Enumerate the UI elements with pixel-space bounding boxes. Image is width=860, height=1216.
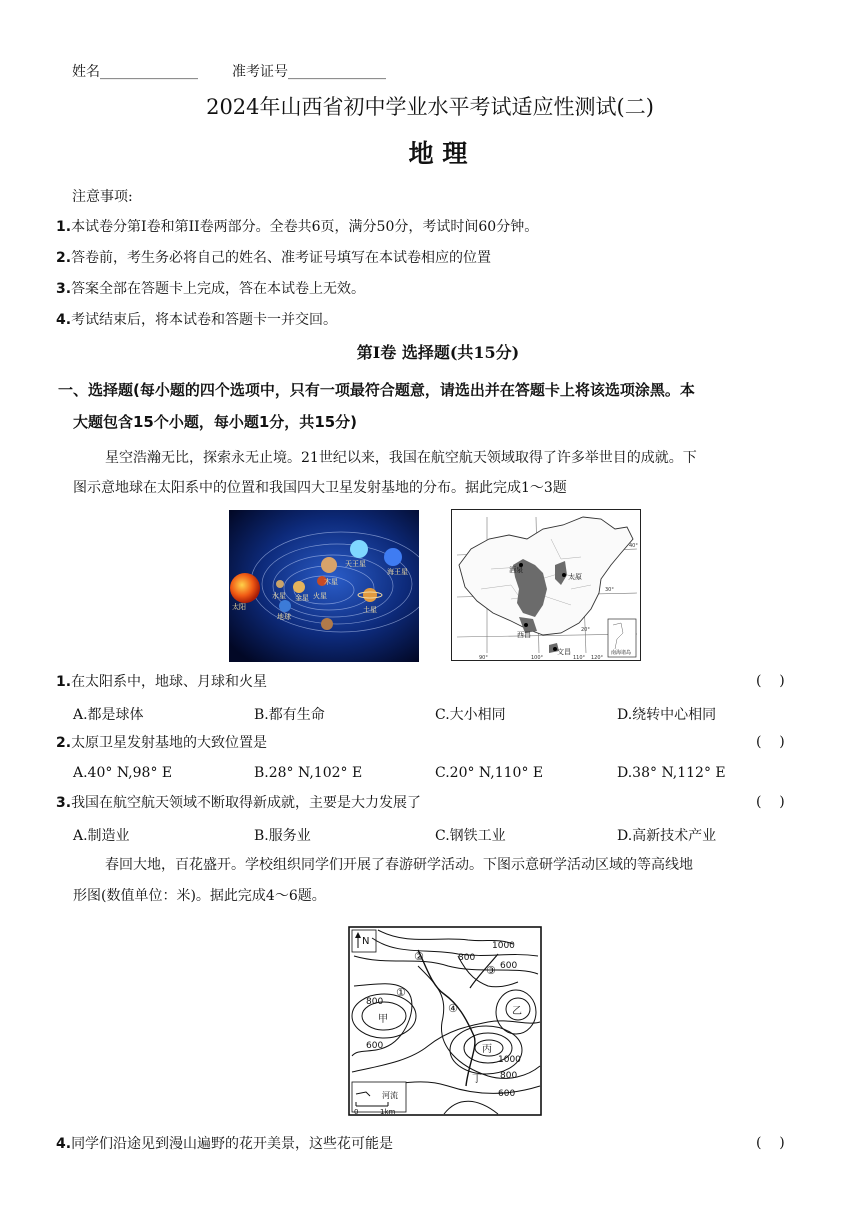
option-a: A.制造业 — [73, 828, 130, 844]
notes-heading: 注意事项: — [72, 189, 133, 205]
mars-label: 火星 — [313, 592, 327, 600]
yi-label: 乙 — [512, 1006, 522, 1017]
option-a: A.都是球体 — [73, 707, 144, 723]
sun-label: 太阳 — [232, 603, 246, 611]
option-c: C.20° N,110° E — [435, 765, 544, 781]
planet-icon — [321, 618, 333, 630]
question-2-answer-paren: ( ) — [756, 734, 785, 750]
jupiter-icon — [321, 557, 337, 573]
passage2-line2: 形图(数值单位：米)。据此完成4～6题。 — [73, 888, 326, 904]
question-3-answer-paren: ( ) — [756, 794, 785, 810]
svg-text:30°: 30° — [605, 587, 614, 593]
name-field — [72, 63, 198, 81]
name-blank: ______________ — [100, 64, 198, 80]
north-label: N — [362, 936, 370, 947]
option-c: C.钢铁工业 — [435, 828, 506, 844]
svg-text:120°: 120° — [591, 655, 604, 661]
subject-title: 地 理 — [408, 139, 468, 168]
solar-system-figure — [229, 510, 419, 662]
part1-instructions-line1: 一、选择题(每小题的四个选项中，只有一项最符合题意，请选出并在答题卡上将该选项涂黑。本 — [58, 381, 695, 399]
point-2-label: ② — [414, 950, 424, 963]
saturn-label: 土星 — [363, 606, 377, 614]
jiuquan-label: 酒泉 — [509, 566, 523, 574]
venus-icon — [293, 581, 305, 593]
exam-id-field — [232, 63, 386, 81]
option-a: A.40° N,98° E — [73, 765, 173, 781]
scale-zero-label: 0 — [354, 1108, 359, 1116]
taiyuan-label: 太原 — [568, 573, 582, 581]
scale-1km-label: 1km — [380, 1108, 396, 1116]
inset-label: 南海诸岛 — [611, 650, 632, 656]
svg-text:600: 600 — [498, 1089, 516, 1099]
saturn-icon — [363, 588, 377, 602]
bing-label: 丙 — [482, 1044, 492, 1055]
uranus-label: 天王星 — [345, 560, 366, 568]
mercury-label: 水星 — [272, 592, 286, 600]
question-1-stem: 1.在太阳系中，地球、月球和火星 — [56, 674, 268, 690]
svg-text:110°: 110° — [573, 655, 586, 661]
section-title: 第I卷 选择题(共15分) — [356, 343, 520, 362]
point-1-label: ① — [396, 986, 406, 999]
river-legend-label: 河流 — [382, 1091, 398, 1100]
exam-title: 2024年山西省初中学业水平考试适应性测试(二) — [206, 95, 654, 119]
exam-id-label: 准考证号 — [232, 64, 288, 80]
question-3-stem: 3.我国在航空航天领域不断取得新成就，主要是大力发展了 — [56, 795, 422, 811]
uranus-icon — [350, 540, 368, 558]
svg-text:1000: 1000 — [492, 941, 515, 951]
option-d: D.高新技术产业 — [617, 828, 717, 844]
question-2-stem: 2.太原卫星发射基地的大致位置是 — [56, 735, 268, 751]
neptune-icon — [384, 548, 402, 566]
sun-icon — [230, 573, 260, 603]
option-b: B.28° N,102° E — [254, 765, 363, 781]
svg-text:600: 600 — [500, 961, 518, 971]
china-launch-sites-map — [451, 509, 641, 661]
svg-text:90°: 90° — [479, 655, 488, 661]
passage1-line1: 星空浩瀚无比，探索永无止境。21世纪以来，我国在航空航天领域取得了许多举世目的成就。下 — [105, 450, 697, 466]
jia-label: 甲 — [378, 1014, 388, 1025]
option-b: B.服务业 — [254, 828, 311, 844]
svg-text:40°: 40° — [629, 543, 638, 549]
svg-text:800: 800 — [366, 997, 384, 1007]
svg-text:800: 800 — [500, 1071, 518, 1081]
earth-icon — [279, 600, 291, 612]
note-item: 3.答案全部在答题卡上完成，答在本试卷上无效。 — [56, 281, 366, 297]
question-4-stem: 4.同学们沿途见到漫山遍野的花开美景，这些花可能是 — [56, 1136, 394, 1152]
name-label: 姓名 — [72, 64, 100, 80]
xichang-label: 西昌 — [517, 631, 531, 639]
earth-label: 地球 — [277, 613, 291, 621]
point-4-label: ④ — [448, 1002, 458, 1015]
exam-id-blank: ______________ — [288, 64, 386, 80]
passage1-line2: 图示意地球在太阳系中的位置和我国四大卫星发射基地的分布。据此完成1～3题 — [73, 480, 567, 496]
contour-map — [348, 926, 542, 1116]
wenchang-label: 文昌 — [557, 648, 571, 656]
note-item: 2.答卷前，考生务必将自己的姓名、准考证号填写在本试卷相应的位置 — [56, 250, 492, 266]
note-item: 1.本试卷分第I卷和第II卷两部分。全卷共6页，满分50分，考试时间60分钟。 — [56, 219, 539, 235]
svg-text:20°: 20° — [581, 627, 590, 633]
svg-text:600: 600 — [366, 1041, 384, 1051]
svg-text:100°: 100° — [531, 655, 544, 661]
svg-text:1000: 1000 — [498, 1055, 521, 1065]
jupiter-label: 木星 — [324, 578, 338, 586]
option-b: B.都有生命 — [254, 707, 325, 723]
note-item: 4.考试结束后，将本试卷和答题卡一并交回。 — [56, 312, 338, 328]
part1-instructions-line2: 大题包含15个小题，每小题1分，共15分) — [73, 413, 358, 431]
question-1-answer-paren: ( ) — [756, 673, 785, 689]
venus-label: 金星 — [295, 594, 309, 602]
option-d: D.38° N,112° E — [617, 765, 726, 781]
neptune-label: 海王星 — [387, 568, 408, 576]
option-d: D.绕转中心相同 — [617, 707, 717, 723]
point-3-label: ③ — [486, 964, 496, 977]
question-4-answer-paren: ( ) — [756, 1135, 785, 1151]
passage2-line1: 春回大地，百花盛开。学校组织同学们开展了春游研学活动。下图示意研学活动区域的等高线地 — [105, 857, 693, 873]
ding-label: 丁 — [472, 1074, 482, 1085]
mercury-icon — [276, 580, 284, 588]
svg-text:800: 800 — [458, 953, 476, 963]
option-c: C.大小相同 — [435, 707, 506, 723]
